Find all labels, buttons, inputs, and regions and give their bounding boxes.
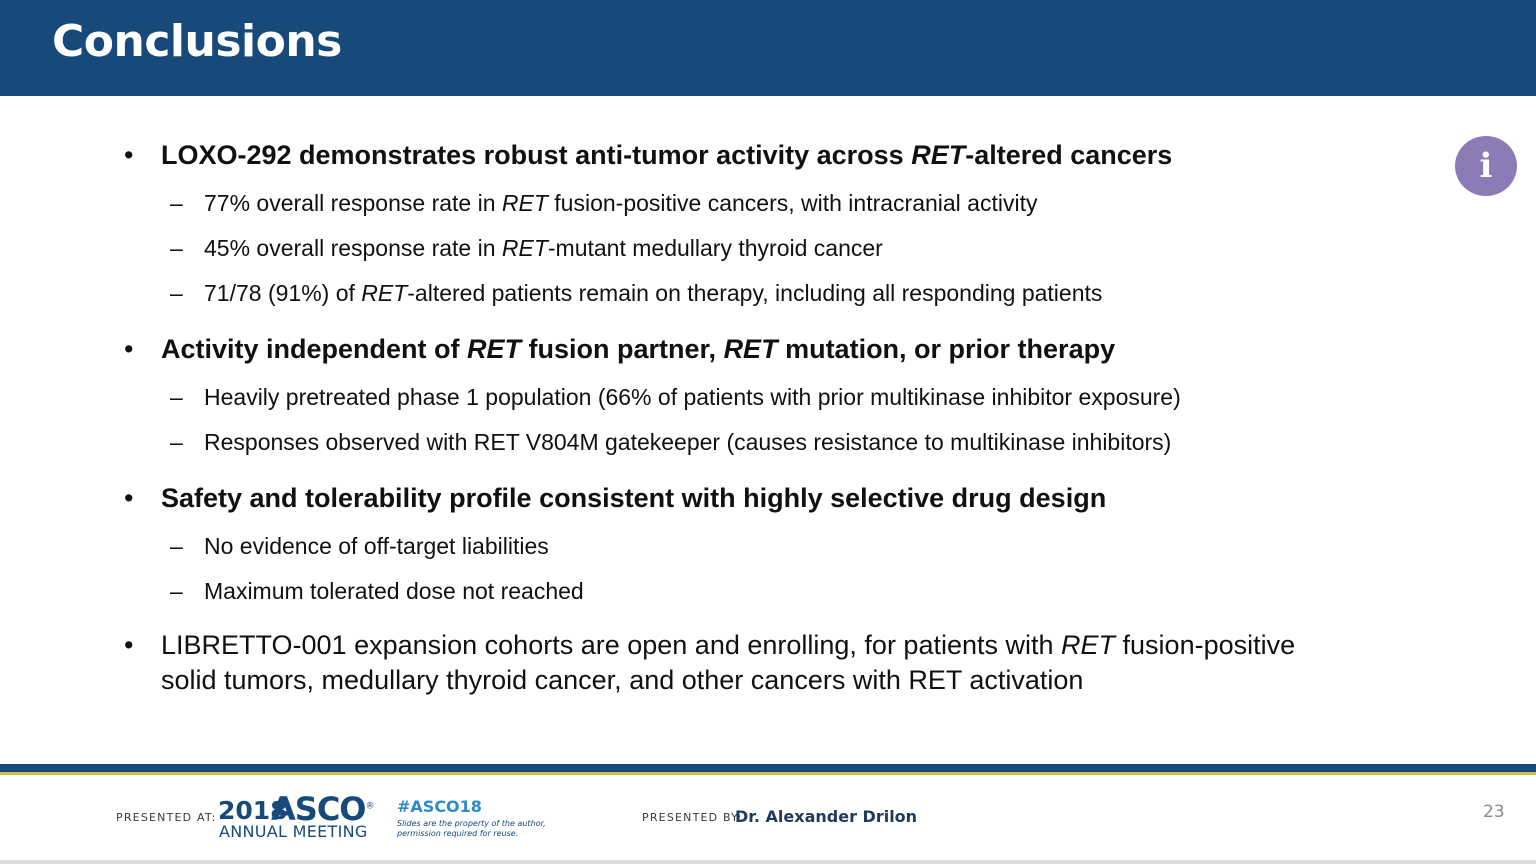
dash-glyph: – bbox=[170, 280, 183, 306]
dash-glyph: – bbox=[170, 384, 183, 410]
bullet-glyph: • bbox=[124, 334, 134, 364]
hashtag: #ASCO18 bbox=[397, 797, 482, 816]
page-number: 23 bbox=[1483, 802, 1505, 822]
sub-bullet-text: 45% overall response rate in RET-mutant medullary thyroid cancer bbox=[204, 235, 883, 261]
footer-bottom-border bbox=[0, 860, 1536, 864]
bullet-glyph: • bbox=[124, 483, 134, 513]
bullet-glyph: • bbox=[124, 630, 134, 660]
disclaimer: Slides are the property of the author, permission required for reuse. bbox=[397, 819, 546, 838]
sub-bullet-text: Maximum tolerated dose not reached bbox=[204, 578, 584, 604]
dash-glyph: – bbox=[170, 429, 183, 455]
sub-bullet-text: 71/78 (91%) of RET-altered patients remain on therapy, including all responding patients bbox=[204, 280, 1103, 306]
bullet-text: LOXO-292 demonstrates robust anti-tumor activity across RET-altered cancers bbox=[161, 140, 1173, 170]
dash-glyph: – bbox=[170, 235, 183, 261]
page-title: Conclusions bbox=[52, 16, 342, 67]
dash-glyph: – bbox=[170, 578, 183, 604]
bullet-text: Activity independent of RET fusion partner, RET mutation, or prior therapy bbox=[161, 334, 1116, 364]
asco-logo: ASCO® bbox=[271, 790, 374, 828]
annual-meeting-label: ANNUAL MEETING bbox=[219, 822, 368, 841]
presenter-name: Dr. Alexander Drilon bbox=[735, 807, 918, 826]
footer-rule-blue bbox=[0, 764, 1536, 772]
bullet-glyph: • bbox=[124, 140, 134, 170]
bullet-text: Safety and tolerability profile consistent with highly selective drug design bbox=[161, 483, 1107, 513]
bullet-text: LIBRETTO-001 expansion cohorts are open and enrolling, for patients with RET fusion-positive solid tumors, medullary thyroid cancer, and other cancers with RET activation bbox=[161, 630, 1296, 695]
sub-bullet-text: Heavily pretreated phase 1 population (66% of patients with prior multikinase inhibitor exposure) bbox=[204, 384, 1181, 410]
sub-bullet-text: Responses observed with RET V804M gatekeeper (causes resistance to multikinase inhibitors) bbox=[204, 429, 1172, 455]
asco-year: 2018 bbox=[218, 796, 288, 825]
sub-bullet-text: No evidence of off-target liabilities bbox=[204, 533, 549, 559]
dash-glyph: – bbox=[170, 190, 183, 216]
sub-bullet-text: 77% overall response rate in RET fusion-positive cancers, with intracranial activity bbox=[204, 190, 1038, 216]
info-icon[interactable]: i bbox=[1455, 136, 1517, 196]
presented-at-label: PRESENTED AT: bbox=[116, 811, 217, 824]
dash-glyph: – bbox=[170, 533, 183, 559]
presented-by-label: PRESENTED BY: bbox=[642, 811, 743, 824]
